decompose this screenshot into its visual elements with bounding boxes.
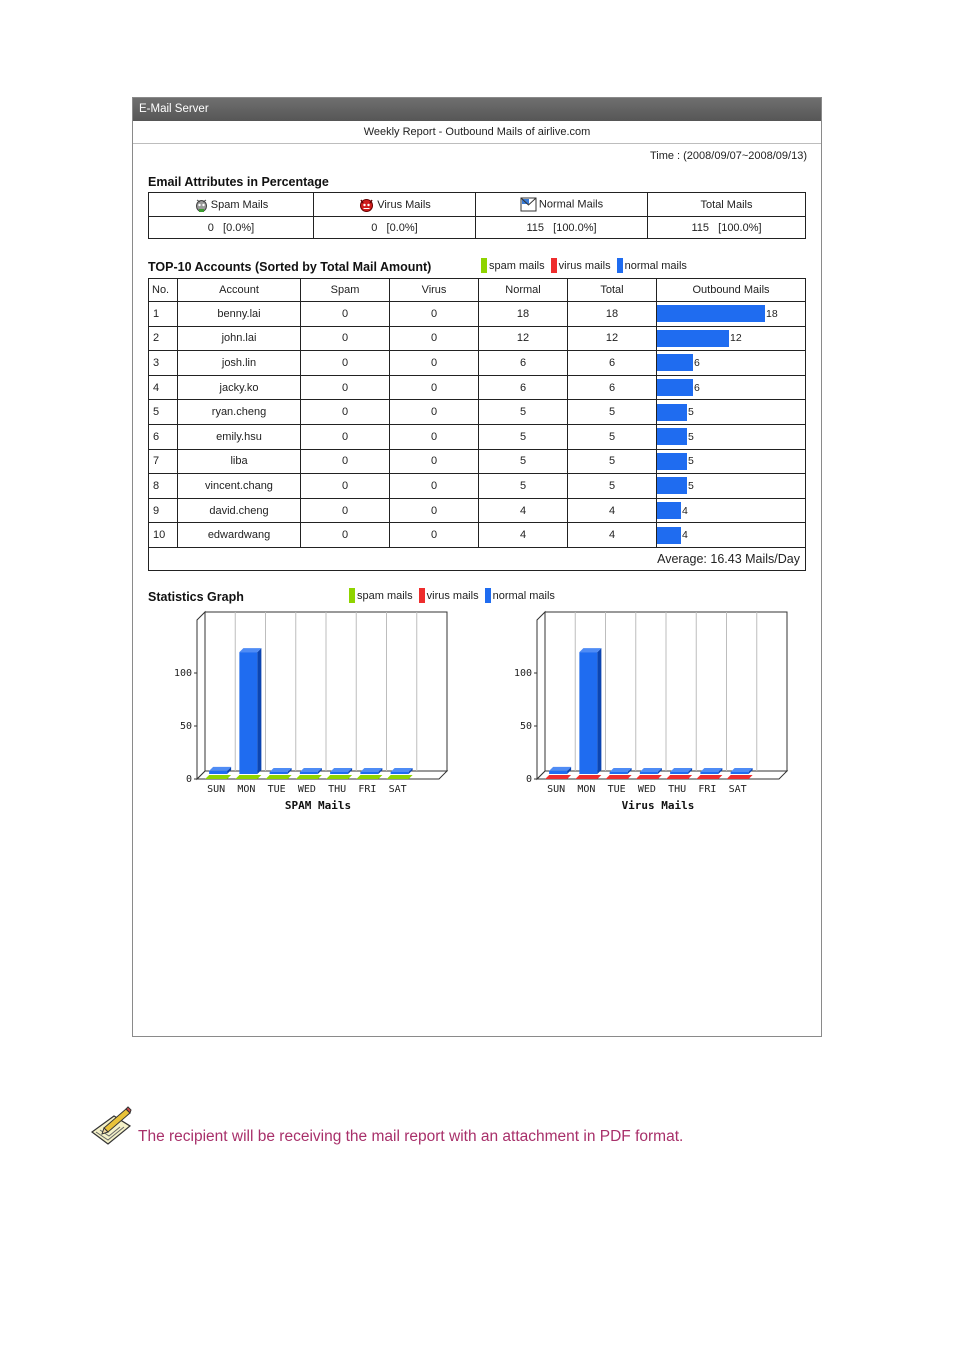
virus-mails-chart <box>507 606 797 828</box>
cell-no: 10 <box>149 523 178 548</box>
chart-bar-normal-front <box>549 771 567 774</box>
chart-ytick-label: 50 <box>179 721 192 732</box>
cell-virus: 0 <box>390 498 479 523</box>
chart-bar-normal-front <box>330 772 348 774</box>
outbound-bar <box>657 330 729 347</box>
outbound-value: 6 <box>694 381 700 394</box>
chart-xtick-label: THU <box>328 784 347 795</box>
cell-normal: 5 <box>479 474 568 499</box>
outbound-value: 18 <box>766 307 778 320</box>
cell-outbound <box>657 302 806 327</box>
window-title: E-Mail Server <box>133 98 821 121</box>
virus-mails-graph <box>507 606 797 833</box>
chart-bar-virus-mails <box>575 775 601 779</box>
outbound-value: 12 <box>730 332 742 345</box>
table-row <box>149 474 806 499</box>
cell-account: david.cheng <box>178 498 301 523</box>
legend-swatch-normal <box>617 258 623 273</box>
chart-xtick-label: TUE <box>607 784 626 795</box>
legend-swatch-virus <box>551 258 557 273</box>
stats-legend-swatch-virus <box>419 588 425 603</box>
attr-header-total: Total Mails <box>648 193 806 217</box>
chart-bar-normal-front <box>731 772 749 774</box>
stats-legend-spam-label: spam mails <box>357 589 413 602</box>
cell-virus: 0 <box>390 326 479 351</box>
table-row <box>149 302 806 327</box>
outbound-bar <box>657 305 765 322</box>
col-outbound: Outbound Mails <box>657 279 806 302</box>
cell-spam: 0 <box>301 424 390 449</box>
cell-account: josh.lin <box>178 351 301 376</box>
chart-bar-normal-front <box>360 772 378 774</box>
chart-bar-spam-mails <box>296 775 322 779</box>
chart-bar-spam-mails <box>205 775 231 779</box>
cell-virus: 0 <box>390 302 479 327</box>
table-row <box>149 498 806 523</box>
cell-account: ryan.cheng <box>178 400 301 425</box>
chart-xtick-label: SAT <box>728 784 747 795</box>
cell-outbound <box>657 326 806 351</box>
cell-spam: 0 <box>301 523 390 548</box>
cell-account: vincent.chang <box>178 474 301 499</box>
cell-spam: 0 <box>301 351 390 376</box>
chart-title: SPAM Mails <box>284 799 352 812</box>
chart-bar-normal-front <box>700 772 718 774</box>
cell-virus: 0 <box>390 424 479 449</box>
cell-no: 9 <box>149 498 178 523</box>
col-total: Total <box>568 279 657 302</box>
chart-bar-virus-mails <box>696 775 722 779</box>
cell-no: 5 <box>149 400 178 425</box>
cell-normal: 4 <box>479 523 568 548</box>
cell-no: 2 <box>149 326 178 351</box>
chart-bar-normal-front <box>670 772 688 774</box>
report-time-range: Time : (2008/09/07~2008/09/13) <box>649 150 807 162</box>
cell-outbound <box>657 424 806 449</box>
cell-outbound <box>657 351 806 376</box>
cell-virus: 0 <box>390 351 479 376</box>
cell-outbound <box>657 523 806 548</box>
cell-spam: 0 <box>301 302 390 327</box>
chart-ytick-label: 100 <box>513 668 532 679</box>
attr-header-normal <box>476 193 648 217</box>
cell-total: 12 <box>568 326 657 351</box>
cell-outbound <box>657 449 806 474</box>
chart-ytick-label: 50 <box>519 721 532 732</box>
legend-normal-label: normal mails <box>624 259 687 272</box>
chart-bar-normal-side <box>257 648 261 774</box>
spam-icon <box>194 197 209 213</box>
chart-bar-virus-mails <box>727 775 753 779</box>
cell-no: 3 <box>149 351 178 376</box>
outbound-bar <box>657 404 687 421</box>
chart-ytick-label: 0 <box>185 774 192 785</box>
chart-bar-normal-front <box>270 772 288 774</box>
stats-section-title: Statistics Graph <box>148 590 244 604</box>
table-row <box>149 351 806 376</box>
cell-account: edwardwang <box>178 523 301 548</box>
spam-mails-graph <box>167 606 457 833</box>
cell-account: jacky.ko <box>178 375 301 400</box>
stats-legend-virus-label: virus mails <box>426 589 479 602</box>
table-row <box>149 424 806 449</box>
cell-total: 5 <box>568 449 657 474</box>
chart-side-wall <box>197 612 205 779</box>
cell-account: benny.lai <box>178 302 301 327</box>
report-panel <box>132 97 822 1037</box>
cell-spam: 0 <box>301 326 390 351</box>
col-virus: Virus <box>390 279 479 302</box>
cell-no: 8 <box>149 474 178 499</box>
chart-xtick-label: FRI <box>698 784 717 795</box>
chart-xtick-label: SUN <box>207 784 226 795</box>
chart-bar-normal-side <box>597 648 601 774</box>
top10-legend <box>481 258 687 273</box>
stats-legend-swatch-normal <box>485 588 491 603</box>
outbound-value: 4 <box>682 504 688 517</box>
attr-value-total: 115 [100.0%] <box>648 217 806 239</box>
cell-normal: 12 <box>479 326 568 351</box>
cell-normal: 6 <box>479 375 568 400</box>
chart-side-wall <box>537 612 545 779</box>
chart-xtick-label: WED <box>297 784 316 795</box>
table-row <box>149 375 806 400</box>
cell-outbound <box>657 375 806 400</box>
outbound-value: 4 <box>682 529 688 542</box>
chart-bar-spam-mails <box>356 775 382 779</box>
cell-total: 6 <box>568 375 657 400</box>
attr-header-virus-label: Virus Mails <box>377 198 431 211</box>
chart-xtick-label: MON <box>237 784 256 795</box>
table-row <box>149 326 806 351</box>
table-row <box>149 449 806 474</box>
cell-spam: 0 <box>301 474 390 499</box>
cell-no: 4 <box>149 375 178 400</box>
outbound-bar <box>657 354 693 371</box>
cell-outbound <box>657 498 806 523</box>
legend-swatch-spam <box>481 258 487 273</box>
chart-ytick-label: 100 <box>173 668 192 679</box>
note-text: The recipient will be receiving the mail report with an attachment in PDF format. <box>138 1128 684 1145</box>
normal-mail-icon <box>520 197 537 212</box>
stats-legend-swatch-spam <box>349 588 355 603</box>
cell-total: 5 <box>568 424 657 449</box>
cell-total: 4 <box>568 523 657 548</box>
col-no: No. <box>149 279 178 302</box>
cell-no: 6 <box>149 424 178 449</box>
cell-outbound <box>657 474 806 499</box>
attr-header-spam <box>149 193 314 217</box>
chart-xtick-label: MON <box>577 784 596 795</box>
legend-spam-label: spam mails <box>489 259 545 272</box>
chart-bar-virus-mails <box>545 775 571 779</box>
attr-value-normal: 115 [100.0%] <box>476 217 648 239</box>
cell-spam: 0 <box>301 498 390 523</box>
cell-spam: 0 <box>301 375 390 400</box>
outbound-value: 5 <box>688 430 694 443</box>
cell-virus: 0 <box>390 375 479 400</box>
attr-header-spam-label: Spam Mails <box>210 198 269 211</box>
outbound-value: 5 <box>688 479 694 492</box>
cell-account: liba <box>178 449 301 474</box>
virus-icon <box>358 197 375 213</box>
top10-table <box>148 278 806 571</box>
outbound-value: 6 <box>694 356 700 369</box>
report-title: Weekly Report - Outbound Mails of airlive.com <box>133 121 821 144</box>
attr-header-virus <box>314 193 476 217</box>
stats-legend-normal-label: normal mails <box>492 589 555 602</box>
spam-mails-chart <box>167 606 457 828</box>
col-spam: Spam <box>301 279 390 302</box>
chart-bar-spam-mails <box>387 775 413 779</box>
table-row <box>149 400 806 425</box>
cell-no: 7 <box>149 449 178 474</box>
cell-spam: 0 <box>301 449 390 474</box>
table-row <box>149 523 806 548</box>
chart-bar-spam-mails <box>326 775 352 779</box>
chart-xtick-label: SUN <box>547 784 566 795</box>
stats-legend <box>349 588 555 603</box>
chart-bar-normal-front <box>640 772 658 774</box>
outbound-bar <box>657 379 693 396</box>
cell-spam: 0 <box>301 400 390 425</box>
chart-bar-virus-mails <box>636 775 662 779</box>
cell-total: 4 <box>568 498 657 523</box>
chart-xtick-label: WED <box>637 784 656 795</box>
chart-bar-virus-mails <box>606 775 632 779</box>
chart-bar-normal-front <box>610 772 628 774</box>
top10-section-title: TOP-10 Accounts (Sorted by Total Mail Amount) <box>148 260 432 274</box>
cell-total: 6 <box>568 351 657 376</box>
chart-bar-normal-front <box>209 771 227 774</box>
attr-value-virus: 0 [0.0%] <box>314 217 476 239</box>
outbound-bar <box>657 527 681 544</box>
chart-ytick-label: 0 <box>525 774 532 785</box>
cell-account: john.lai <box>178 326 301 351</box>
cell-no: 1 <box>149 302 178 327</box>
cell-virus: 0 <box>390 400 479 425</box>
chart-xtick-label: THU <box>668 784 687 795</box>
outbound-bar <box>657 502 681 519</box>
attributes-table <box>148 192 806 239</box>
cell-virus: 0 <box>390 474 479 499</box>
cell-normal: 5 <box>479 400 568 425</box>
pencil-note-icon <box>90 1106 132 1146</box>
chart-xtick-label: SAT <box>388 784 407 795</box>
chart-bar-normal-front <box>300 772 318 774</box>
chart-bar-spam-mails <box>266 775 292 779</box>
legend-virus-label: virus mails <box>558 259 611 272</box>
cell-normal: 4 <box>479 498 568 523</box>
attr-value-spam: 0 [0.0%] <box>149 217 314 239</box>
chart-xtick-label: TUE <box>267 784 286 795</box>
cell-account: emily.hsu <box>178 424 301 449</box>
average-mails: Average: 16.43 Mails/Day <box>149 547 806 570</box>
chart-bar-normal-front <box>579 652 597 774</box>
outbound-bar <box>657 453 687 470</box>
attributes-section-title: Email Attributes in Percentage <box>148 175 329 189</box>
outbound-value: 5 <box>688 406 694 419</box>
chart-bar-normal-front <box>391 772 409 774</box>
cell-normal: 18 <box>479 302 568 327</box>
cell-normal: 5 <box>479 449 568 474</box>
outbound-bar <box>657 428 687 445</box>
cell-outbound <box>657 400 806 425</box>
chart-bar-virus-mails <box>666 775 692 779</box>
cell-total: 5 <box>568 400 657 425</box>
col-account: Account <box>178 279 301 302</box>
cell-virus: 0 <box>390 449 479 474</box>
chart-xtick-label: FRI <box>358 784 377 795</box>
cell-normal: 6 <box>479 351 568 376</box>
cell-total: 18 <box>568 302 657 327</box>
cell-total: 5 <box>568 474 657 499</box>
col-normal: Normal <box>479 279 568 302</box>
chart-bar-normal-front <box>239 652 257 774</box>
chart-bar-spam-mails <box>235 775 261 779</box>
chart-title: Virus Mails <box>621 799 695 812</box>
cell-normal: 5 <box>479 424 568 449</box>
cell-virus: 0 <box>390 523 479 548</box>
outbound-bar <box>657 477 687 494</box>
note <box>90 1106 683 1146</box>
outbound-value: 5 <box>688 455 694 468</box>
attr-header-normal-label: Normal Mails <box>538 198 604 211</box>
